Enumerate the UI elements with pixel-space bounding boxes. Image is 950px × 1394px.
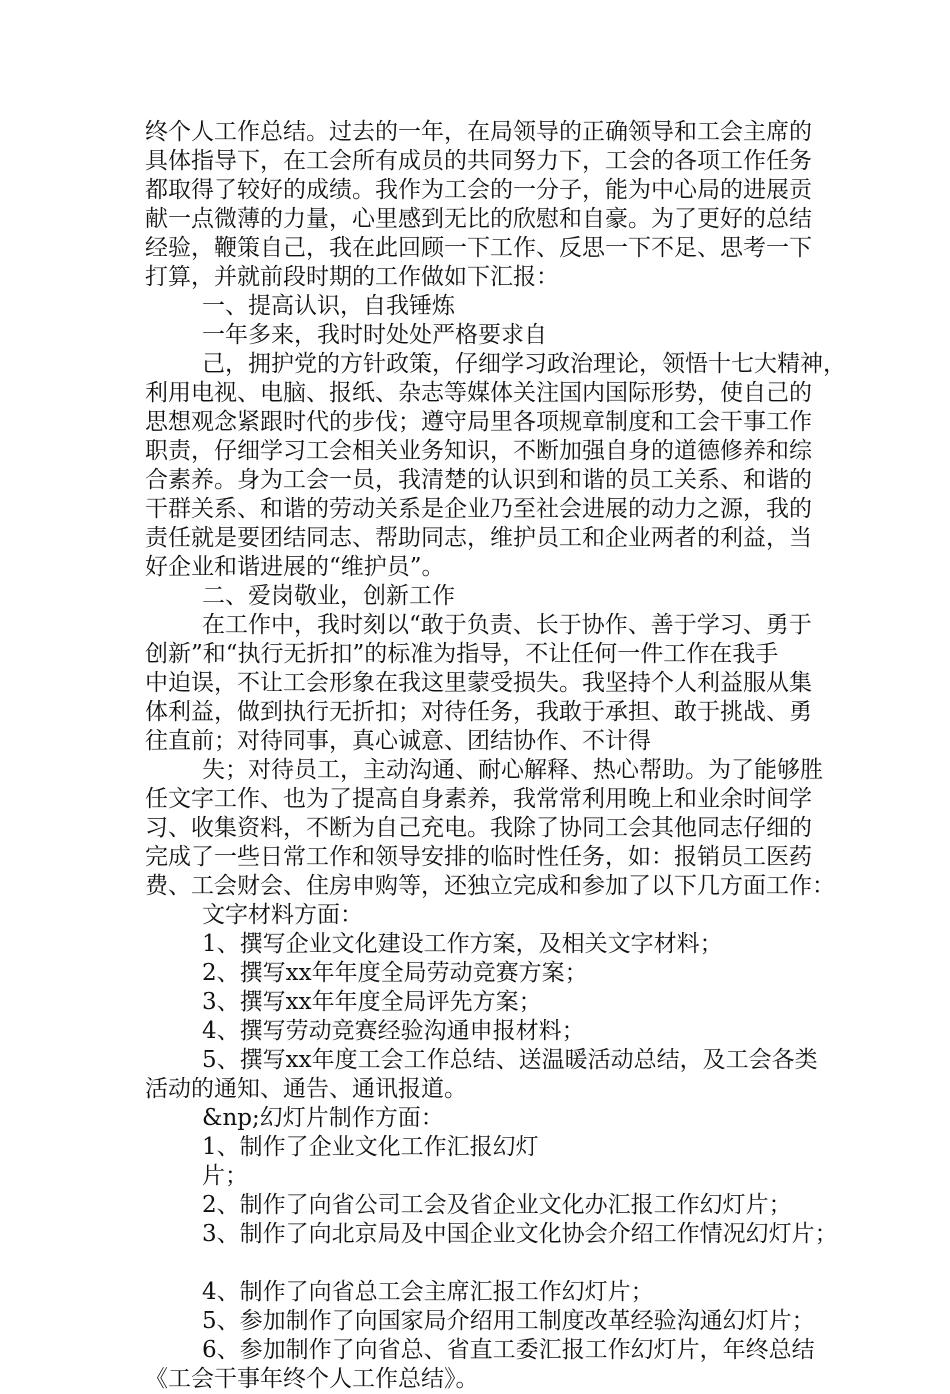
text-line: 活动的通知、通告、通讯报道。 <box>145 1076 467 1102</box>
text-line: 献一点微薄的力量，心里感到无比的欣慰和自豪。为了更好的总结 <box>145 206 812 232</box>
text-line: 文字材料方面： <box>202 902 363 928</box>
text-line: 干群关系、和谐的劳动关系是企业乃至社会进展的动力之源，我的 <box>145 496 812 522</box>
text-line: 具体指导下，在工会所有成员的共同努力下，工会的各项工作任务 <box>145 148 812 174</box>
text-line: 创新”和“执行无折扣”的标准为指导，不让任何一件工作在我手 <box>145 641 779 667</box>
text-line: 1、撰写企业文化建设工作方案，及相关文字材料； <box>202 931 723 957</box>
text-line: 利用电视、电脑、报纸、杂志等媒体关注国内国际形势，使自己的 <box>145 380 812 406</box>
text-line: 2、制作了向省公司工会及省企业文化办汇报工作幻灯片； <box>202 1192 792 1218</box>
text-line: 一年多来，我时时处处严格要求自 <box>202 322 547 348</box>
text-line: &np;幻灯片制作方面： <box>202 1105 444 1131</box>
text-line: 思想观念紧跟时代的步伐；遵守局里各项规章制度和工会干事工作 <box>145 409 812 435</box>
text-line: 2、撰写xx年年度全局劳动竞赛方案； <box>202 960 588 986</box>
text-line: 5、参加制作了向国家局介绍用工制度改革经验沟通幻灯片； <box>202 1308 815 1334</box>
text-line <box>145 1249 825 1278</box>
text-line: 二、爱岗敬业，创新工作 <box>202 583 455 609</box>
text-line: 3、制作了向北京局及中国企业文化协会介绍工作情况幻灯片； <box>202 1221 838 1247</box>
text-line: 习、收集资料，不断为自己充电。我除了协同工会其他同志仔细的 <box>145 815 812 841</box>
text-line: 一、提高认识，自我锤炼 <box>202 293 455 319</box>
text-line: 在工作中，我时刻以“敢于负责、长于协作、善于学习、勇于 <box>202 612 812 638</box>
text-line: 责任就是要团结同志、帮助同志，维护员工和企业两者的利益，当 <box>145 525 812 551</box>
text-line: 任文字工作、也为了提高自身素养，我常常利用晚上和业余时间学 <box>145 786 812 812</box>
document-body <box>145 118 846 1394</box>
text-line: 己，拥护党的方针政策，仔细学习政治理论，领悟十七大精神， <box>202 351 846 377</box>
text-line: 职责，仔细学习工会相关业务知识，不断加强自身的道德修养和综 <box>145 438 812 464</box>
text-line: 4、制作了向省总工会主席汇报工作幻灯片； <box>202 1279 654 1305</box>
text-line: 完成了一些日常工作和领导安排的临时性任务，如：报销员工医药 <box>145 844 812 870</box>
text-line: 6、参加制作了向省总、省直工委汇报工作幻灯片，年终总结 <box>202 1337 815 1363</box>
text-line: 终个人工作总结。过去的一年，在局领导的正确领导和工会主席的 <box>145 119 812 145</box>
text-line: 5、撰写xx年度工会工作总结、送温暖活动总结，及工会各类 <box>202 1047 818 1073</box>
text-line: 4、撰写劳动竞赛经验沟通申报材料； <box>202 1018 585 1044</box>
text-line: 片； <box>202 1163 248 1189</box>
text-line: 合素养。身为工会一员，我清楚的认识到和谐的员工关系、和谐的 <box>145 467 812 493</box>
text-line: 失；对待员工，主动沟通、耐心解释、热心帮助。为了能够胜 <box>202 757 823 783</box>
text-line: 打算，并就前段时期的工作做如下汇报： <box>145 264 559 290</box>
text-line: 经验，鞭策自己，我在此回顾一下工作、反思一下不足、思考一下 <box>145 235 812 261</box>
text-line: 费、工会财会、住房申购等，还独立完成和参加了以下几方面工作： <box>145 873 835 899</box>
text-line: 1、制作了企业文化工作汇报幻灯 <box>202 1134 539 1160</box>
text-line: 都取得了较好的成绩。我作为工会的一分子，能为中心局的进展贡 <box>145 177 812 203</box>
text-line: 中迫误，不让工会形象在我这里蒙受损失。我坚持个人利益服从集 <box>145 670 812 696</box>
text-line: 好企业和谐进展的“维护员”。 <box>145 554 445 580</box>
text-line: 3、撰写xx年年度全局评先方案； <box>202 989 542 1015</box>
text-line: 体利益，做到执行无折扣；对待任务，我敢于承担、敢于挑战、勇 <box>145 699 812 725</box>
text-line: 《工会干事年终个人工作总结》。 <box>145 1366 479 1392</box>
text-line: 往直前；对待同事，真心诚意、团结协作、不计得 <box>145 728 651 754</box>
